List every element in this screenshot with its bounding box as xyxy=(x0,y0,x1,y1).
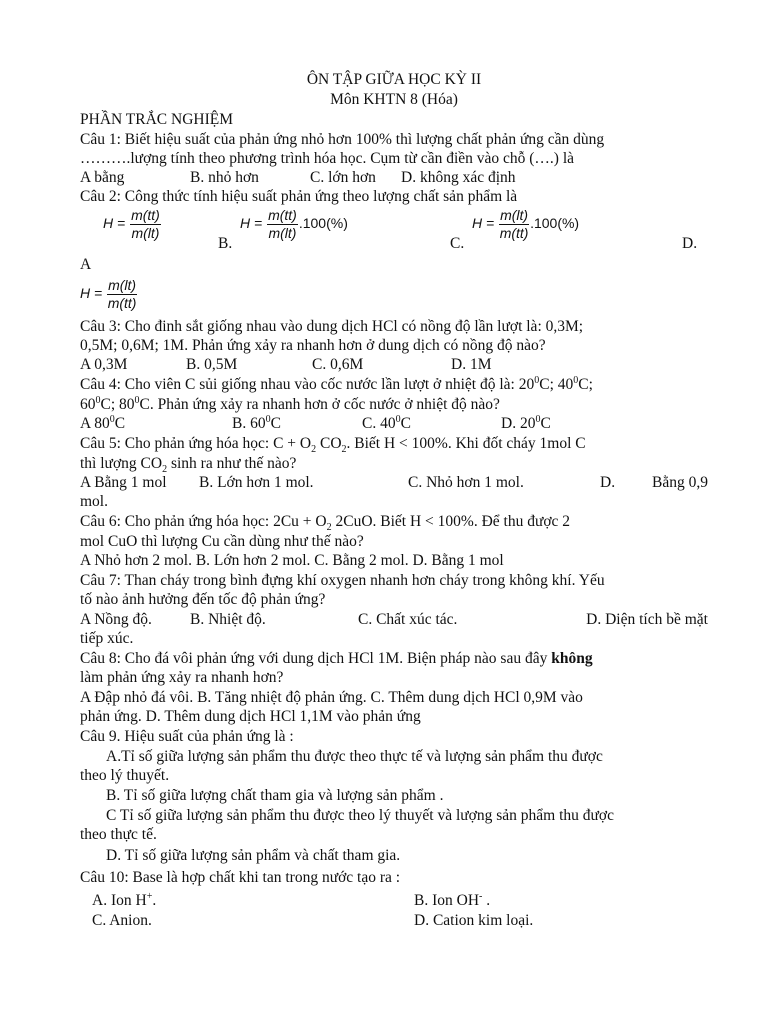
q6-options: A Nhỏ hơn 2 mol. B. Lớn hơn 2 mol. C. Bằng 2 mol. D. Bằng 1 mol xyxy=(80,552,504,569)
q3-line1: Câu 3: Cho đinh sắt giống nhau vào dung dịch HCl có nồng độ lần lượt là: 0,3M; xyxy=(80,318,584,335)
q7-line4: tiếp xúc. xyxy=(80,630,134,647)
q5-line2: thì lượng $CO_2$ sinh ra như thế nào? xyxy=(80,455,297,476)
page-title: ÔN TẬP GIỮA HỌC KỲ II xyxy=(306,71,482,88)
q7-option-c: C. Chất xúc tác. xyxy=(358,611,458,628)
q9-option-c-line1: C Tỉ số giữa lượng sản phẩm thu được theo lý thuyết và lượng sản phẩm thu được xyxy=(106,807,615,824)
q10-line1: Câu 10: Base là hợp chất khi tan trong nước tạo ra : xyxy=(80,869,401,886)
q5-option-d-label: D. xyxy=(600,474,616,491)
q4-options xyxy=(80,414,708,434)
q10-options-row1 xyxy=(80,891,708,911)
q10-option-b: B. Ion OH- . xyxy=(414,890,491,909)
q3-line2: 0,5M; 0,6M; 1M. Phản ứng xảy ra nhanh hơn ở dung dịch có nồng độ nào? xyxy=(80,337,546,354)
q3-option-d: D. 1M xyxy=(451,356,492,373)
q10-option-a: A. Ion H+. xyxy=(92,890,157,909)
q4-option-c: C. $40^0C$ xyxy=(362,413,411,432)
q8-line3: A Đập nhỏ đá vôi. B. Tăng nhiệt độ phản ứng. C. Thêm dung dịch HCl 0,9M vào xyxy=(80,689,583,706)
q10-option-d: D. Cation kim loại. xyxy=(414,912,534,929)
q8-line1: Câu 8: Cho đá vôi phản ứng với dung dịch HCl 1M. Biện pháp nào sau đây không xyxy=(80,650,593,667)
q6-line1: Câu 6: Cho phản ứng hóa học: $2Cu + O_2$ 2CuO. Biết H < 100%. Để thu được 2 xyxy=(80,513,571,534)
q3-option-c: C. 0,6M xyxy=(312,356,364,373)
q7-option-d: D. Diện tích bề mặt xyxy=(586,611,708,628)
q2-label-d: D. xyxy=(682,235,698,252)
q1-options xyxy=(80,168,708,188)
q1-option-c: C. lớn hơn xyxy=(310,169,376,186)
q2-label-a: A xyxy=(80,256,92,273)
q10-option-c: C. Anion. xyxy=(92,912,152,929)
q9-option-b: B. Tỉ số giữa lượng chất tham gia và lượng sản phẩm . xyxy=(106,787,444,804)
q9-option-a-line2: theo lý thuyết. xyxy=(80,767,170,784)
q3-option-a: A 0,3M xyxy=(80,356,128,373)
q5-options xyxy=(80,473,708,493)
q10-options-row2 xyxy=(80,911,708,931)
q1-option-b: B. nhỏ hơn xyxy=(190,169,259,186)
q4-line2: $60^0C$; $80^0C$. Phản ứng xảy ra nhanh hơn ở cốc nước ở nhiệt độ nào? xyxy=(80,394,500,413)
q2-label-b: B. xyxy=(218,235,233,252)
q8-line4: phản ứng. D. Thêm dung dịch HCl 1,1M vào phản ứng xyxy=(80,708,421,725)
q9-option-a-line1: A.Tỉ số giữa lượng sản phẩm thu được theo thực tế và lượng sản phẩm thu được xyxy=(106,748,603,765)
q4-option-a: A $80^0C$ xyxy=(80,413,126,432)
q1-line2: ……….lượng tính theo phương trình hóa học. Cụm từ cần điền vào chỗ (….) là xyxy=(80,150,575,167)
q7-option-b: B. Nhiệt độ. xyxy=(190,611,266,628)
q2-formula-4: H = $\frac{m(lt)}{m(tt)}$ xyxy=(80,277,137,311)
q4-line1: Câu 4: Cho viên C sủi giống nhau vào cốc nước lần lượt ở nhiệt độ là: $20^0C$; $40^0C$; xyxy=(80,374,593,393)
q2-label-c: C. xyxy=(450,235,465,252)
q8-line2: làm phản ứng xảy ra nhanh hơn? xyxy=(80,669,284,686)
q5-option-d-text: Bằng 0,9 xyxy=(652,474,708,491)
q1-option-a: A bằng xyxy=(80,169,125,186)
q5-option-a: A Bằng 1 mol xyxy=(80,474,167,491)
q3-options xyxy=(80,355,708,375)
q5-option-b: B. Lớn hơn 1 mol. xyxy=(199,474,314,491)
q3-option-b: B. 0,5M xyxy=(186,356,238,373)
q2-formula-1: H = $\frac{m(tt)}{m(lt)}$ xyxy=(103,207,160,241)
q2-formula-2: H = $\frac{m(tt)}{m(lt)}$ .100(%) xyxy=(240,207,348,241)
page-subtitle: Môn KHTN 8 (Hóa) xyxy=(330,91,458,108)
q6-line2: mol CuO thì lượng Cu cần dùng như thế nào? xyxy=(80,533,364,550)
q7-option-a: A Nồng độ. xyxy=(80,611,152,628)
q7-line1: Câu 7: Than cháy trong bình đựng khí oxygen nhanh hơn cháy trong không khí. Yếu xyxy=(80,572,605,589)
q7-line2: tố nào ảnh hưởng đến tốc độ phản ứng? xyxy=(80,591,326,608)
q9-option-d: D. Tỉ số giữa lượng sản phẩm và chất tham gia. xyxy=(106,847,401,864)
q2-formula-3: H = $\frac{m(lt)}{m(tt)}$ .100(%) xyxy=(472,207,580,241)
q5-option-c: C. Nhỏ hơn 1 mol. xyxy=(408,474,524,491)
q4-option-d: D. $20^0C$ xyxy=(501,413,551,432)
q9-line1: Câu 9. Hiệu suất của phản ứng là : xyxy=(80,728,294,745)
q4-option-b: B. $60^0C$ xyxy=(232,413,281,432)
q1-option-d: D. không xác định xyxy=(401,169,516,186)
q7-options xyxy=(80,610,708,630)
q9-option-c-line2: theo thực tế. xyxy=(80,826,157,843)
q5-line1: Câu 5: Cho phản ứng hóa học: $C + O_2$ $CO_2$. Biết H < 100%. Khi đốt cháy 1mol C xyxy=(80,435,586,456)
section-heading: PHẦN TRẮC NGHIỆM xyxy=(80,111,234,128)
q2-line1: Câu 2: Công thức tính hiệu suất phản ứng theo lượng chất sản phẩm là xyxy=(80,188,518,205)
q1-line1: Câu 1: Biết hiệu suất của phản ứng nhỏ hơn 100% thì lượng chất phản ứng cần dùng xyxy=(80,131,605,148)
q5-line4: mol. xyxy=(80,493,108,510)
